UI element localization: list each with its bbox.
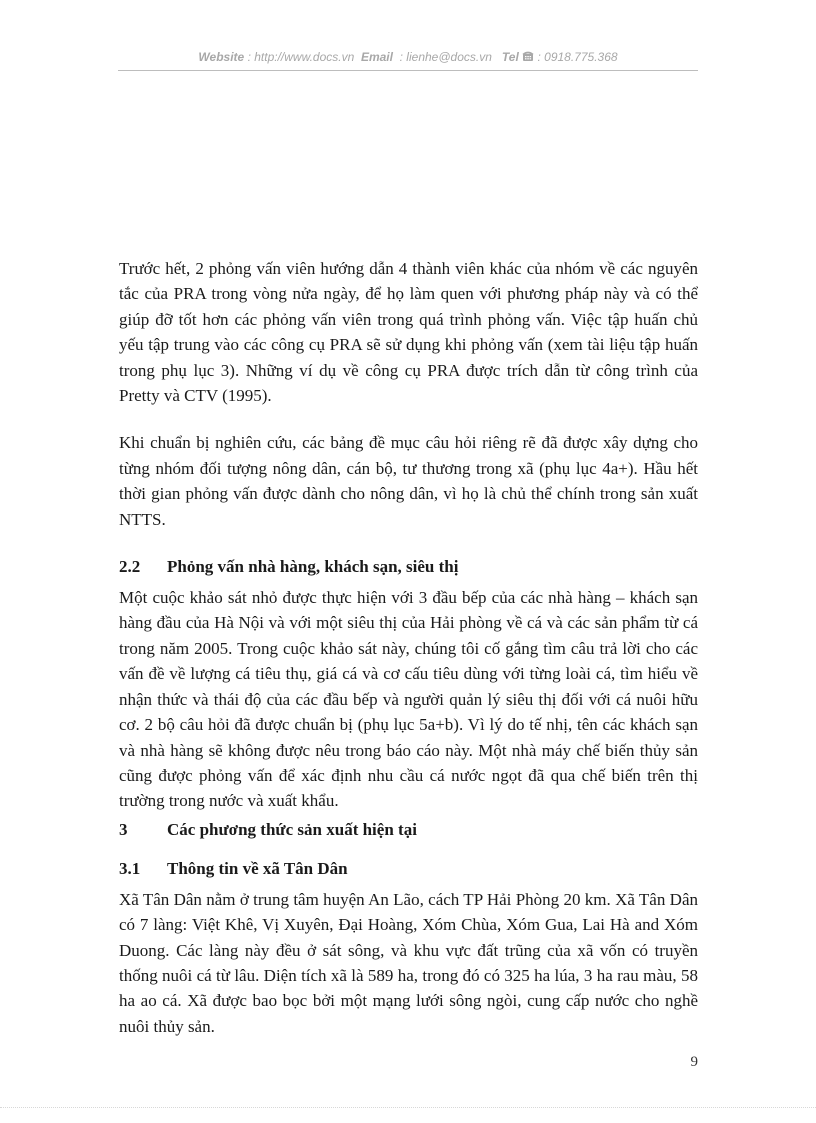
section-number: 3 [119, 819, 128, 839]
email-label: Email [360, 50, 393, 64]
section-3-heading [119, 817, 698, 842]
paragraph-pra-training: Trước hết, 2 phỏng vấn viên hướng dẫn 4 thành viên khác của nhóm về các nguyên tắc của PRA trong vòng nửa ngày, để họ làm quen với phương pháp này và có thể giúp đỡ tốt hơn các phỏng vấn viên trong quá trình phỏng vấn. Việc tập huấn chủ yếu tập trung vào các công cụ PRA sẽ sử dụng khi phỏng vấn (xem tài liệu tập huấn trong phụ lục 3). Những ví dụ về công cụ PRA được trích dẫn từ công trình của Pretty và CTV (1995). [119, 259, 698, 406]
document-body [119, 256, 698, 1039]
page-bottom-divider [0, 1107, 816, 1108]
website-label: Website [198, 50, 245, 64]
paragraph-tan-dan-commune: Xã Tân Dân nằm ở trung tâm huyện An Lão, cách TP Hải Phòng 20 km. Xã Tân Dân có 7 làng: Việt Khê, Vị Xuyên, Đại Hoàng, Xóm Chùa, Xóm Gua, Lai Hà and Xóm Duong. Các làng này đều ở sát sông, và khu vực đất trũng của xã vốn có truyền thống nuôi cá từ lâu. Diện tích xã là 589 ha, trong đó có 325 ha lúa, 3 ha rau màu, 58 ha ao cá. Xã được bao bọc bởi một mạng lưới sông ngòi, cung cấp nước cho nghề nuôi thủy sản. [119, 889, 698, 1036]
page-number: 9 [690, 1054, 698, 1070]
section-2-2-heading [119, 554, 698, 579]
section-number: 2.2 [119, 557, 141, 577]
section-title: Các phương thức sản xuất hiện tại [167, 819, 417, 839]
header-divider [118, 70, 698, 71]
tel-value: : 0918.775.368 [537, 50, 618, 64]
paragraph-questionnaire: Khi chuẩn bị nghiên cứu, các bảng đề mục câu hỏi riêng rẽ đã được xây dựng cho từng nhóm đối tượng nông dân, cán bộ, tư thương trong xã (phụ lục 4a+). Hầu hết thời gian phỏng vấn được dành cho nông dân, vì họ là chủ thể chính trong sản xuất NTTS. [119, 433, 698, 529]
page-header [118, 50, 698, 65]
section-number: 3.1 [119, 858, 141, 878]
section-title: Thông tin về xã Tân Dân [167, 858, 348, 878]
tel-label: Tel [501, 50, 519, 64]
website-url[interactable]: : http://www.docs.vn [247, 50, 355, 64]
phone-icon [522, 51, 534, 65]
section-title: Phỏng vấn nhà hàng, khách sạn, siêu thị [167, 557, 459, 577]
paragraph-restaurant-survey: Một cuộc khảo sát nhỏ được thực hiện với 3 đầu bếp của các nhà hàng – khách sạn hàng đầu của Hà Nội và với một siêu thị của Hải phòng về cá và các sản phẩm từ cá trong năm 2005. Trong cuộc khảo sát này, chúng tôi cố gắng tìm câu trả lời cho các vấn đề về lượng cá tiêu thụ, giá cá và cơ cấu tiêu dùng với từng loài cá, tìm hiểu về nhận thức và thái độ của các đầu bếp và người quản lý siêu thị đối với cá nuôi hữu cơ. 2 bộ câu hỏi đã được chuẩn bị (phụ lục 5a+b). Vì lý do tế nhị, tên các khách sạn và nhà hàng sẽ không được nêu trong báo cáo này. Một nhà máy chế biến thủy sản cũng được phỏng vấn để xác định nhu cầu cá nước ngọt đã qua chế biến trên thị trường trong nước và xuất khẩu. [119, 588, 698, 811]
section-3-1-heading [119, 856, 698, 881]
email-value[interactable]: : lienhe@docs.vn [399, 50, 492, 64]
